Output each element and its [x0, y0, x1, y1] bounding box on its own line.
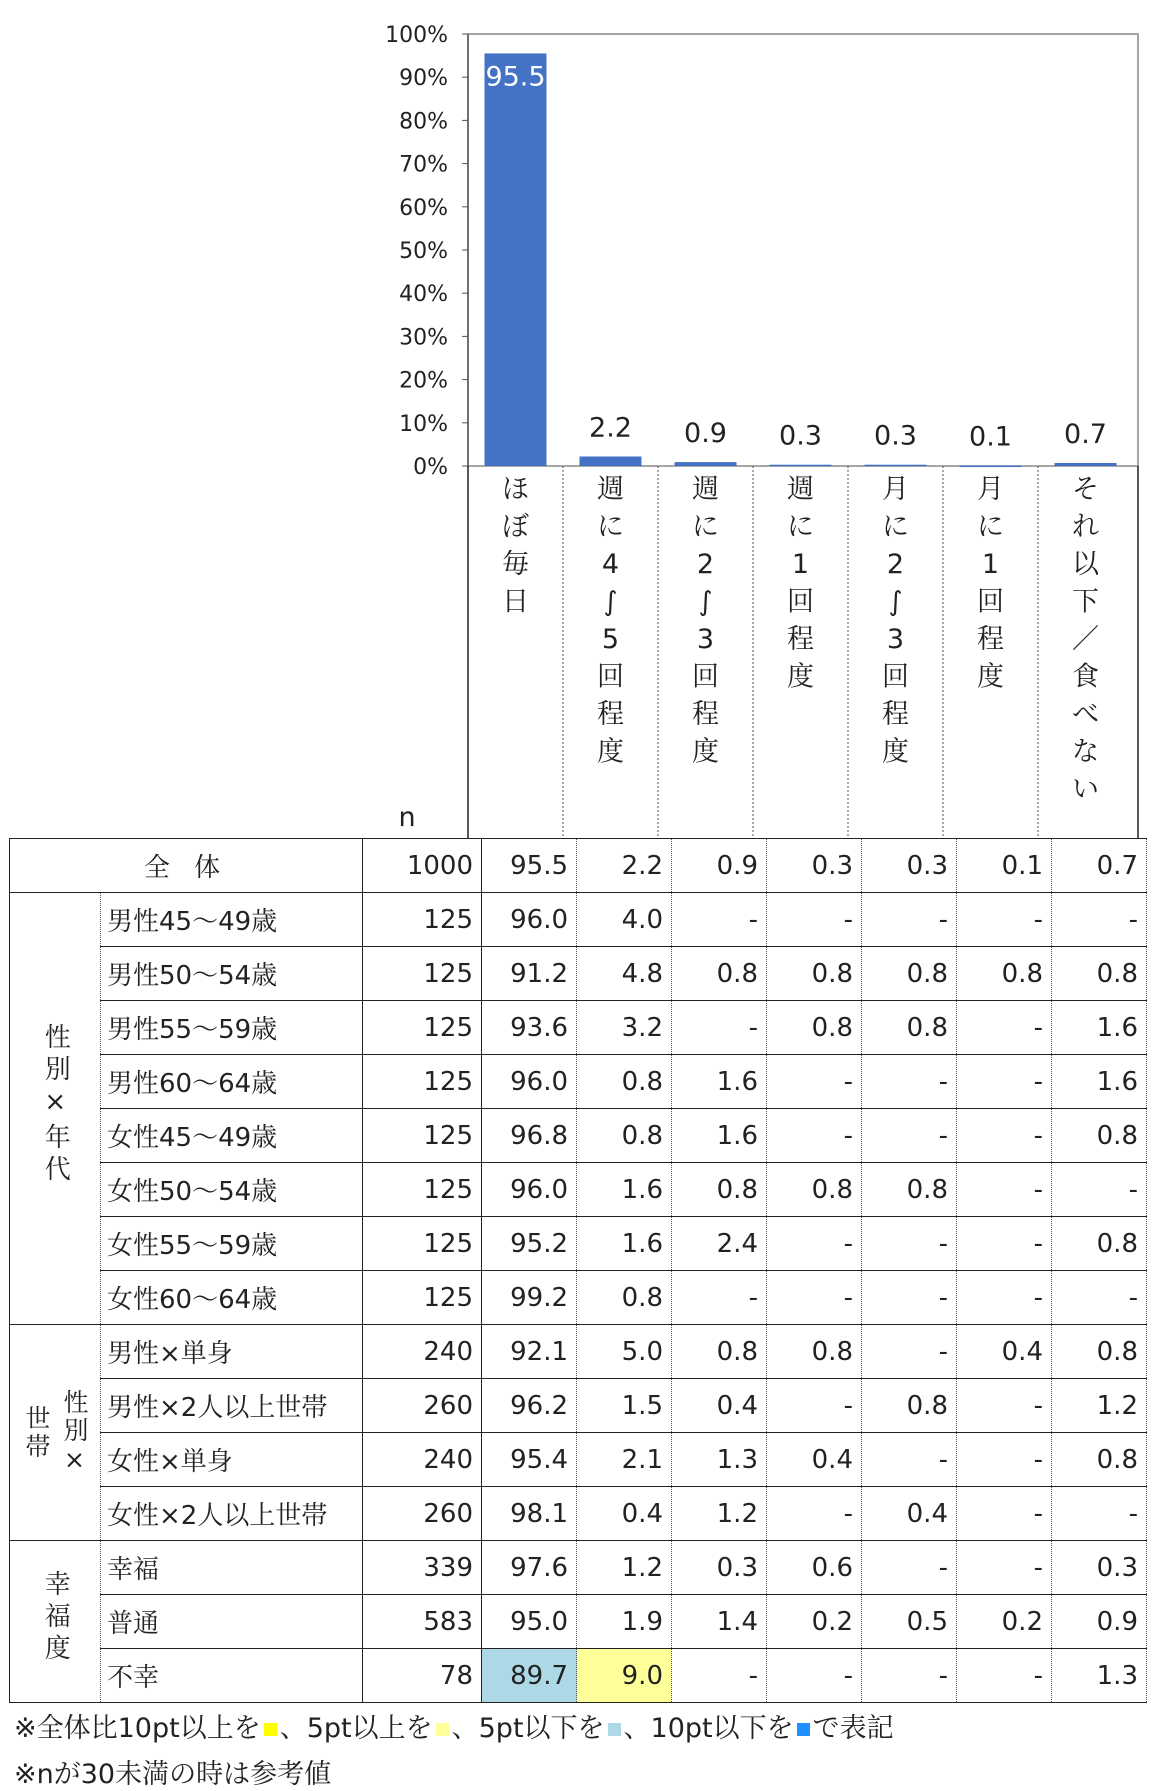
category-header-char: 回	[977, 586, 1004, 618]
value-cell: 2.1	[577, 1433, 672, 1487]
table-row	[10, 1541, 1147, 1595]
value-cell: -	[1052, 1487, 1147, 1541]
value-cell: 0.3	[1052, 1541, 1147, 1595]
category-header-char: 毎	[502, 549, 529, 580]
table-row	[10, 1649, 1147, 1703]
category-header-char: 度	[692, 736, 719, 768]
value-cell: 0.3	[767, 839, 862, 893]
value-cell: -	[767, 1217, 862, 1271]
category-header-char: ／	[1072, 624, 1099, 655]
value-cell: 1.4	[672, 1595, 767, 1649]
row-label: 男性50〜54歳	[101, 947, 363, 1001]
value-cell: -	[1052, 1271, 1147, 1325]
value-cell: -	[767, 1649, 862, 1703]
y-tick-label: 20%	[399, 368, 448, 394]
value-cell: -	[957, 1217, 1052, 1271]
category-header-char: れ	[1072, 511, 1099, 543]
reference-note: ※nが30未満の時は参考値	[14, 1759, 332, 1790]
y-tick-label: 80%	[399, 109, 448, 135]
table-row	[10, 1325, 1147, 1379]
row-label: 男性×単身	[101, 1325, 363, 1379]
row-label: 女性50〜54歳	[101, 1163, 363, 1217]
n-cell: 125	[363, 893, 482, 947]
value-cell: 1.2	[672, 1487, 767, 1541]
value-cell: -	[957, 1649, 1052, 1703]
value-cell: -	[862, 1055, 957, 1109]
value-cell: 96.0	[482, 1055, 577, 1109]
bar	[960, 466, 1022, 468]
y-tick-label: 50%	[399, 239, 448, 264]
value-cell: -	[957, 1055, 1052, 1109]
y-tick-label: 10%	[399, 411, 448, 437]
category-header-char: な	[1072, 736, 1099, 768]
category-header-char: 程	[882, 699, 909, 730]
category-header-char: 1	[981, 549, 1000, 580]
category-header-char: 度	[977, 661, 1004, 693]
row-label: 幸福	[101, 1541, 363, 1595]
value-cell: -	[672, 1271, 767, 1325]
category-header-char: 回	[597, 661, 624, 693]
value-cell: -	[862, 1433, 957, 1487]
group-label: 性別× 世帯	[10, 1325, 101, 1541]
category-header-char: 程	[692, 699, 719, 730]
table-row-total	[10, 839, 1147, 893]
value-cell: 9.0	[577, 1649, 672, 1703]
value-cell: 0.8	[577, 1271, 672, 1325]
value-cell: 0.8	[672, 1325, 767, 1379]
category-header-char: 週	[597, 474, 624, 505]
category-header-char: に	[597, 511, 624, 543]
value-cell: 4.0	[577, 893, 672, 947]
value-cell: -	[957, 1001, 1052, 1055]
n-cell: 240	[363, 1325, 482, 1379]
row-label: 女性60〜64歳	[101, 1271, 363, 1325]
value-cell: 0.1	[957, 839, 1052, 893]
y-tick-label: 70%	[399, 152, 448, 178]
value-cell: 0.4	[672, 1379, 767, 1433]
category-header-char: に	[977, 511, 1004, 543]
value-cell: 2.4	[672, 1217, 767, 1271]
table-row	[10, 1595, 1147, 1649]
value-cell: 95.4	[482, 1433, 577, 1487]
row-label: 男性60〜64歳	[101, 1055, 363, 1109]
category-header-char: 程	[787, 624, 814, 655]
n-cell: 125	[363, 1217, 482, 1271]
value-cell: -	[862, 893, 957, 947]
y-tick-label: 90%	[399, 66, 448, 92]
n-cell: 583	[363, 1595, 482, 1649]
value-cell: 1.2	[1052, 1379, 1147, 1433]
category-header-char: べ	[1072, 699, 1099, 730]
value-cell: -	[672, 1649, 767, 1703]
value-cell: 0.8	[767, 1163, 862, 1217]
category-header-char: 週	[692, 474, 719, 505]
value-cell: 0.8	[1052, 1325, 1147, 1379]
value-cell: 1.5	[577, 1379, 672, 1433]
y-tick-label: 60%	[399, 195, 448, 221]
value-cell: -	[957, 1271, 1052, 1325]
category-header-char: 2	[886, 549, 905, 580]
table-row	[10, 1055, 1147, 1109]
swatch-10pt-below	[797, 1723, 810, 1736]
y-tick-label: 30%	[399, 325, 448, 351]
category-header-char: 回	[692, 661, 719, 693]
table-row	[10, 893, 1147, 947]
data-label: 0.3	[779, 420, 822, 452]
category-header-char: 月	[977, 474, 1004, 505]
value-cell: 97.6	[482, 1541, 577, 1595]
category-header-char: 回	[882, 661, 909, 693]
row-label: 男性×2人以上世帯	[101, 1379, 363, 1433]
category-header-char: い	[1072, 774, 1099, 805]
row-label: 女性×単身	[101, 1433, 363, 1487]
value-cell: -	[862, 1325, 957, 1379]
row-label: 女性45〜49歳	[101, 1109, 363, 1163]
value-cell: -	[862, 1217, 957, 1271]
value-cell: -	[672, 893, 767, 947]
value-cell: 0.8	[577, 1055, 672, 1109]
category-header-char: 食	[1072, 661, 1099, 693]
value-cell: 0.8	[1052, 947, 1147, 1001]
value-cell: 0.6	[767, 1541, 862, 1595]
bar	[485, 53, 547, 466]
value-cell: -	[1052, 893, 1147, 947]
value-cell: 89.7	[482, 1649, 577, 1703]
total-label: 全 体	[10, 839, 363, 893]
value-cell: 0.2	[767, 1595, 862, 1649]
category-header-char: ほ	[502, 474, 529, 505]
value-cell: 0.8	[577, 1109, 672, 1163]
value-cell: 0.8	[957, 947, 1052, 1001]
n-cell: 78	[363, 1649, 482, 1703]
category-header-char: 以	[1072, 549, 1099, 580]
table-row	[10, 1001, 1147, 1055]
category-header-char: ∫	[698, 586, 713, 618]
value-cell: 4.8	[577, 947, 672, 1001]
value-cell: 0.3	[862, 839, 957, 893]
category-header-char: 日	[502, 586, 529, 618]
value-cell: 1.3	[672, 1433, 767, 1487]
n-cell: 125	[363, 1055, 482, 1109]
group-label: 幸福度	[10, 1541, 101, 1703]
value-cell: 1.6	[577, 1163, 672, 1217]
category-header-char: 回	[787, 586, 814, 618]
category-header-char: 週	[787, 474, 814, 505]
value-cell: 1.3	[1052, 1649, 1147, 1703]
value-cell: 0.8	[862, 1163, 957, 1217]
value-cell: -	[767, 1271, 862, 1325]
data-label: 95.5	[485, 61, 546, 93]
bar	[675, 462, 737, 466]
n-cell: 125	[363, 1109, 482, 1163]
value-cell: 0.8	[862, 1001, 957, 1055]
value-cell: 95.5	[482, 839, 577, 893]
table-row	[10, 1379, 1147, 1433]
value-cell: 1.9	[577, 1595, 672, 1649]
n-cell: 260	[363, 1487, 482, 1541]
swatch-10pt-above	[264, 1723, 277, 1736]
value-cell: 0.4	[767, 1433, 862, 1487]
category-header-char: ぼ	[502, 511, 529, 543]
value-cell: 0.8	[862, 947, 957, 1001]
table-row	[10, 947, 1147, 1001]
value-cell: 0.5	[862, 1595, 957, 1649]
category-header-char: に	[692, 511, 719, 543]
value-cell: -	[957, 893, 1052, 947]
n-cell: 240	[363, 1433, 482, 1487]
category-header-char: 度	[787, 661, 814, 693]
crosstab-table	[9, 838, 1147, 1703]
value-cell: -	[862, 1109, 957, 1163]
value-cell: -	[862, 1541, 957, 1595]
value-cell: 0.8	[1052, 1109, 1147, 1163]
value-cell: 1.6	[672, 1055, 767, 1109]
table-row	[10, 1271, 1147, 1325]
value-cell: -	[767, 1379, 862, 1433]
bar	[580, 456, 642, 466]
n-cell: 339	[363, 1541, 482, 1595]
value-cell: 93.6	[482, 1001, 577, 1055]
n-cell: 125	[363, 1271, 482, 1325]
value-cell: 96.0	[482, 893, 577, 947]
value-cell: 0.4	[577, 1487, 672, 1541]
value-cell: 1.6	[1052, 1001, 1147, 1055]
value-cell: 95.2	[482, 1217, 577, 1271]
value-cell: -	[957, 1433, 1052, 1487]
value-cell: 5.0	[577, 1325, 672, 1379]
data-label: 0.9	[684, 418, 727, 450]
y-tick-label: 40%	[399, 282, 448, 308]
value-cell: 96.2	[482, 1379, 577, 1433]
table-row	[10, 1433, 1147, 1487]
bar	[770, 465, 832, 467]
value-cell: 96.8	[482, 1109, 577, 1163]
value-cell: -	[862, 1649, 957, 1703]
value-cell: 0.9	[1052, 1595, 1147, 1649]
value-cell: -	[767, 1487, 862, 1541]
category-header-char: 3	[696, 624, 715, 655]
category-header-char: 月	[882, 474, 909, 505]
value-cell: 99.2	[482, 1271, 577, 1325]
value-cell: 0.8	[1052, 1217, 1147, 1271]
value-cell: 0.8	[672, 1163, 767, 1217]
value-cell: 0.4	[862, 1487, 957, 1541]
value-cell: 0.7	[1052, 839, 1147, 893]
value-cell: 0.8	[672, 947, 767, 1001]
value-cell: -	[767, 1109, 862, 1163]
row-label: 女性55〜59歳	[101, 1217, 363, 1271]
row-label: 男性45〜49歳	[101, 893, 363, 947]
category-header-char: に	[882, 511, 909, 543]
value-cell: -	[672, 1001, 767, 1055]
bar-chart	[0, 0, 1156, 838]
n-cell: 125	[363, 1001, 482, 1055]
n-cell: 1000	[363, 839, 482, 893]
value-cell: -	[767, 893, 862, 947]
y-tick-label: 100%	[385, 23, 448, 48]
value-cell: 1.2	[577, 1541, 672, 1595]
value-cell: 0.3	[672, 1541, 767, 1595]
data-label: 0.1	[969, 421, 1012, 453]
table-row	[10, 1487, 1147, 1541]
table-row	[10, 1163, 1147, 1217]
category-header-char: に	[787, 511, 814, 543]
row-label: 女性×2人以上世帯	[101, 1487, 363, 1541]
value-cell: 2.2	[577, 839, 672, 893]
bar	[1055, 463, 1117, 466]
category-header-char: 程	[977, 624, 1004, 655]
category-header-char: 4	[601, 549, 620, 580]
swatch-5pt-below	[608, 1723, 621, 1736]
category-header-char: ∫	[888, 586, 903, 618]
value-cell: 98.1	[482, 1487, 577, 1541]
table-row	[10, 1217, 1147, 1271]
value-cell: 0.2	[957, 1595, 1052, 1649]
category-header-char: 度	[882, 736, 909, 768]
data-label: 0.7	[1064, 418, 1107, 450]
value-cell: -	[957, 1109, 1052, 1163]
category-header-char: 3	[886, 624, 905, 655]
value-cell: 96.0	[482, 1163, 577, 1217]
value-cell: 0.8	[767, 947, 862, 1001]
n-cell: 125	[363, 947, 482, 1001]
n-cell: 125	[363, 1163, 482, 1217]
category-header-char: 程	[597, 699, 624, 730]
value-cell: -	[767, 1055, 862, 1109]
value-cell: 0.9	[672, 839, 767, 893]
row-label: 不幸	[101, 1649, 363, 1703]
value-cell: 0.8	[767, 1001, 862, 1055]
y-tick-label: 0%	[413, 455, 448, 480]
value-cell: 0.8	[862, 1379, 957, 1433]
category-header-char: ∫	[603, 586, 618, 618]
value-cell: 91.2	[482, 947, 577, 1001]
value-cell: 1.6	[1052, 1055, 1147, 1109]
group-label: 性別×年代	[10, 893, 101, 1325]
n-header: n	[398, 802, 416, 833]
category-header-char: 下	[1072, 586, 1099, 618]
value-cell: -	[957, 1487, 1052, 1541]
value-cell: 0.8	[1052, 1433, 1147, 1487]
data-label: 0.3	[874, 420, 917, 452]
value-cell: 0.8	[767, 1325, 862, 1379]
category-header-char: そ	[1072, 474, 1099, 505]
value-cell: -	[957, 1541, 1052, 1595]
plot-area	[468, 34, 1138, 466]
n-cell: 260	[363, 1379, 482, 1433]
row-label: 男性55〜59歳	[101, 1001, 363, 1055]
data-label: 2.2	[589, 412, 632, 444]
value-cell: 3.2	[577, 1001, 672, 1055]
category-header-char: 5	[601, 624, 620, 655]
category-header-char: 2	[696, 549, 715, 580]
row-label: 普通	[101, 1595, 363, 1649]
value-cell: 0.4	[957, 1325, 1052, 1379]
value-cell: 1.6	[577, 1217, 672, 1271]
table-row	[10, 1109, 1147, 1163]
swatch-5pt-above	[436, 1723, 449, 1736]
value-cell: 95.0	[482, 1595, 577, 1649]
legend-note: ※全体比10pt以上を 、5pt以上を 、5pt以下を 、10pt以下を で表記	[14, 1713, 894, 1744]
value-cell: 1.6	[672, 1109, 767, 1163]
value-cell: -	[957, 1163, 1052, 1217]
value-cell: 92.1	[482, 1325, 577, 1379]
category-header-char: 1	[791, 549, 810, 580]
value-cell: -	[862, 1271, 957, 1325]
value-cell: -	[957, 1379, 1052, 1433]
value-cell: -	[1052, 1163, 1147, 1217]
bar	[865, 465, 927, 467]
category-header-char: 度	[597, 736, 624, 768]
